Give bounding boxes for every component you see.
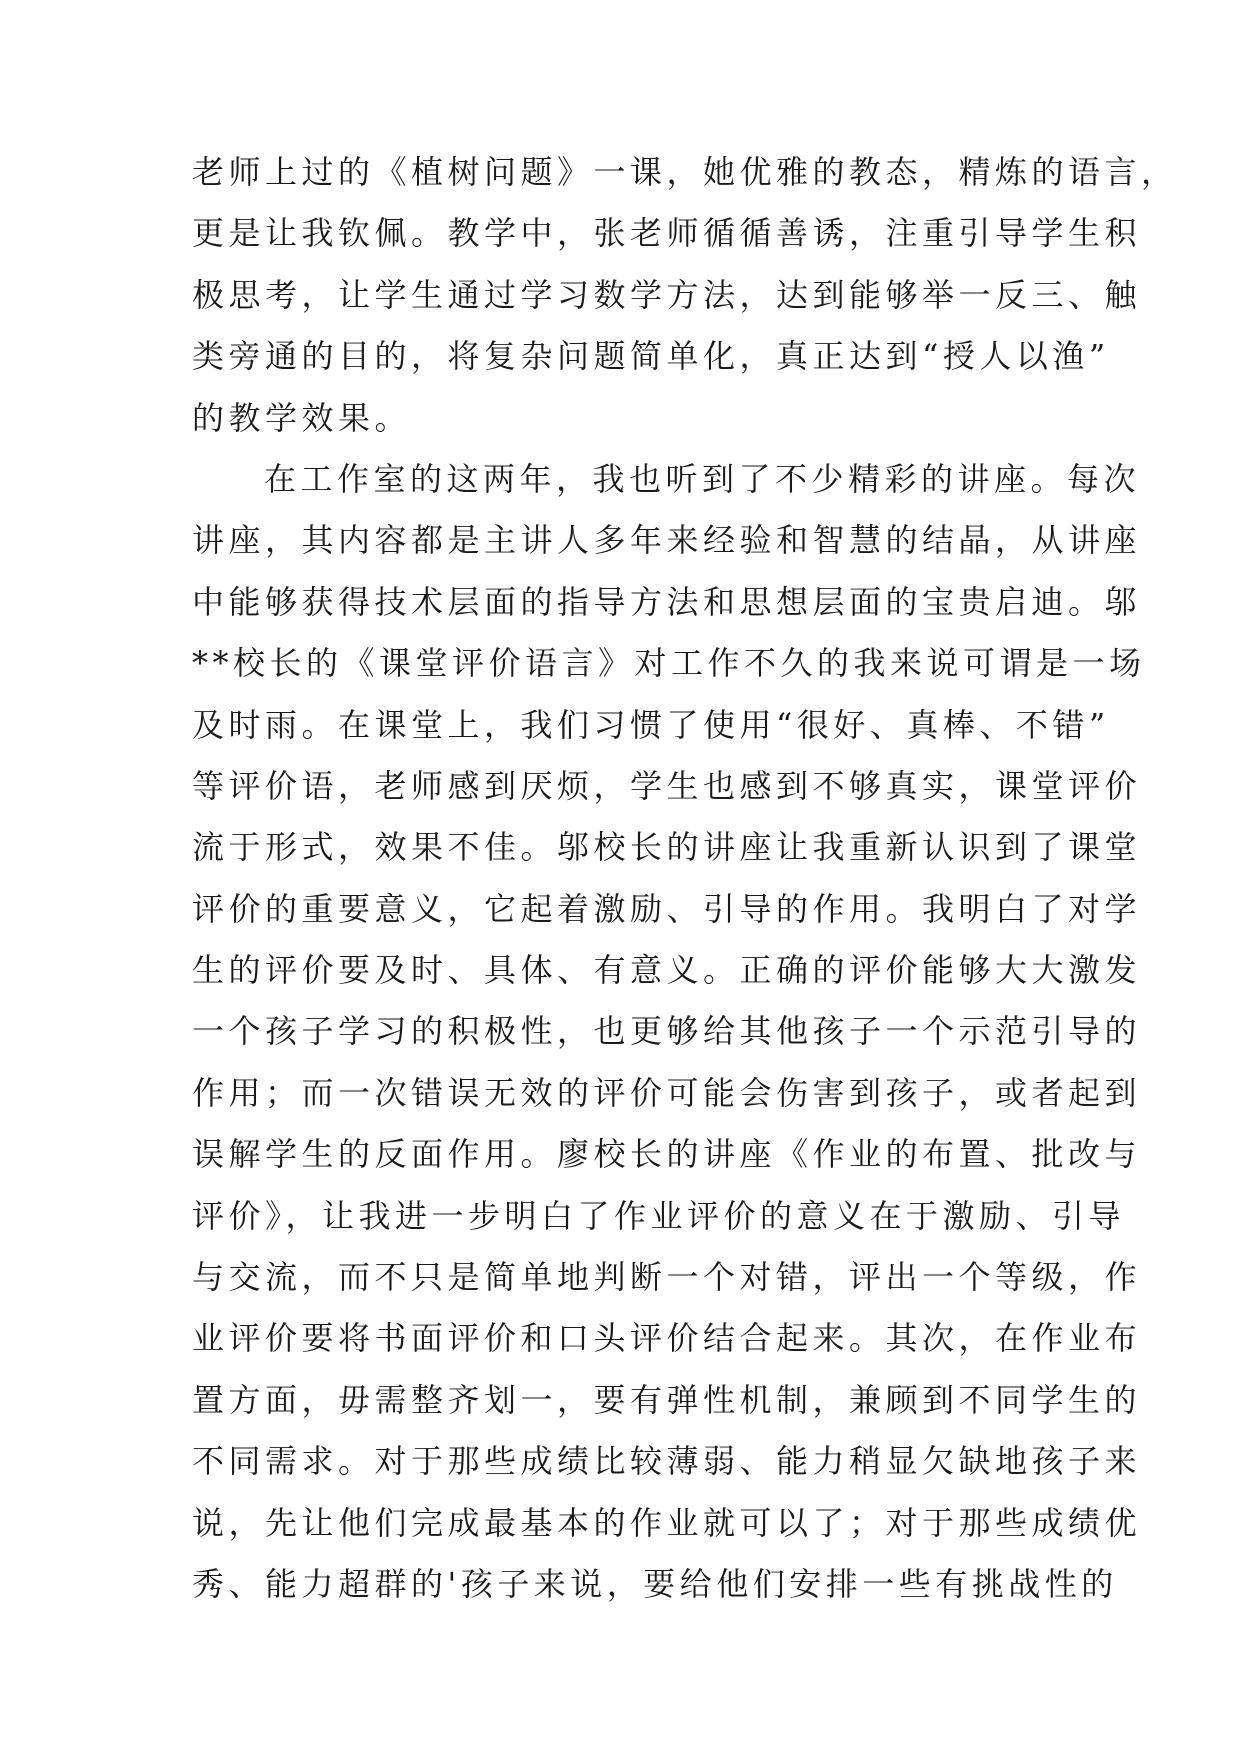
text-line: 的教学效果。	[192, 398, 412, 437]
text-line: 与交流，而不只是简单地判断一个对错，评出一个等级，作	[192, 1258, 1142, 1297]
text-line: 一个孩子学习的积极性，也更够给其他孩子一个示范引导的	[192, 1012, 1142, 1051]
text-line: 说，先让他们完成最基本的作业就可以了；对于那些成绩优	[192, 1503, 1142, 1542]
paragraph-2	[192, 449, 1146, 1615]
text-line: 老师上过的《植树问题》一课，她优雅的教态，精炼的语言，	[192, 153, 1178, 191]
text-line: 不同需求。对于那些成绩比较薄弱、能力稍显欠缺地孩子来	[192, 1442, 1142, 1481]
text-line: 作用；而一次错误无效的评价可能会伤害到孩子，或者起到	[192, 1073, 1142, 1112]
text-line: 等评价语，老师感到厌烦，学生也感到不够真实，课堂评价	[192, 766, 1142, 805]
text-line: 评价》，让我进一步明白了作业评价的意义在于激励、引导	[192, 1196, 1126, 1235]
text-line: 秀、能力超群的'孩子来说，要给他们安排一些有挑战性的	[192, 1564, 1118, 1603]
text-line: 中能够获得技术层面的指导方法和思想层面的宝贵启迪。邬	[192, 582, 1142, 621]
text-line: 误解学生的反面作用。廖校长的讲座《作业的布置、批改与	[192, 1135, 1142, 1174]
text-line: 业评价要将书面评价和口头评价结合起来。其次，在作业布	[192, 1319, 1142, 1358]
text-line: 生的评价要及时、具体、有意义。正确的评价能够大大激发	[192, 951, 1142, 990]
text-line: 评价的重要意义，它起着激励、引导的作用。我明白了对学	[192, 889, 1142, 928]
document-body	[192, 142, 1178, 1615]
text-line: 讲座，其内容都是主讲人多年来经验和智慧的结晶，从讲座	[192, 521, 1142, 560]
text-line: 流于形式，效果不佳。邬校长的讲座让我重新认识到了课堂	[192, 828, 1142, 867]
text-line: 更是让我钦佩。教学中，张老师循循善诱，注重引导学生积	[192, 214, 1142, 253]
text-line-indented: 在工作室的这两年，我也听到了不少精彩的讲座。每次	[264, 459, 1141, 498]
text-line: **校长的《课堂评价语言》对工作不久的我来说可谓是一场	[192, 644, 1146, 683]
text-line: 极思考，让学生通过学习数学方法，达到能够举一反三、触	[192, 275, 1142, 314]
text-line: 及时雨。在课堂上，我们习惯了使用“很好、真棒、不错”	[192, 705, 1110, 744]
text-line: 类旁通的目的，将复杂问题简单化，真正达到“授人以渔”	[192, 337, 1110, 376]
paragraph-1	[192, 142, 1178, 449]
text-line: 置方面，毋需整齐划一，要有弹性机制，兼顾到不同学生的	[192, 1380, 1142, 1419]
